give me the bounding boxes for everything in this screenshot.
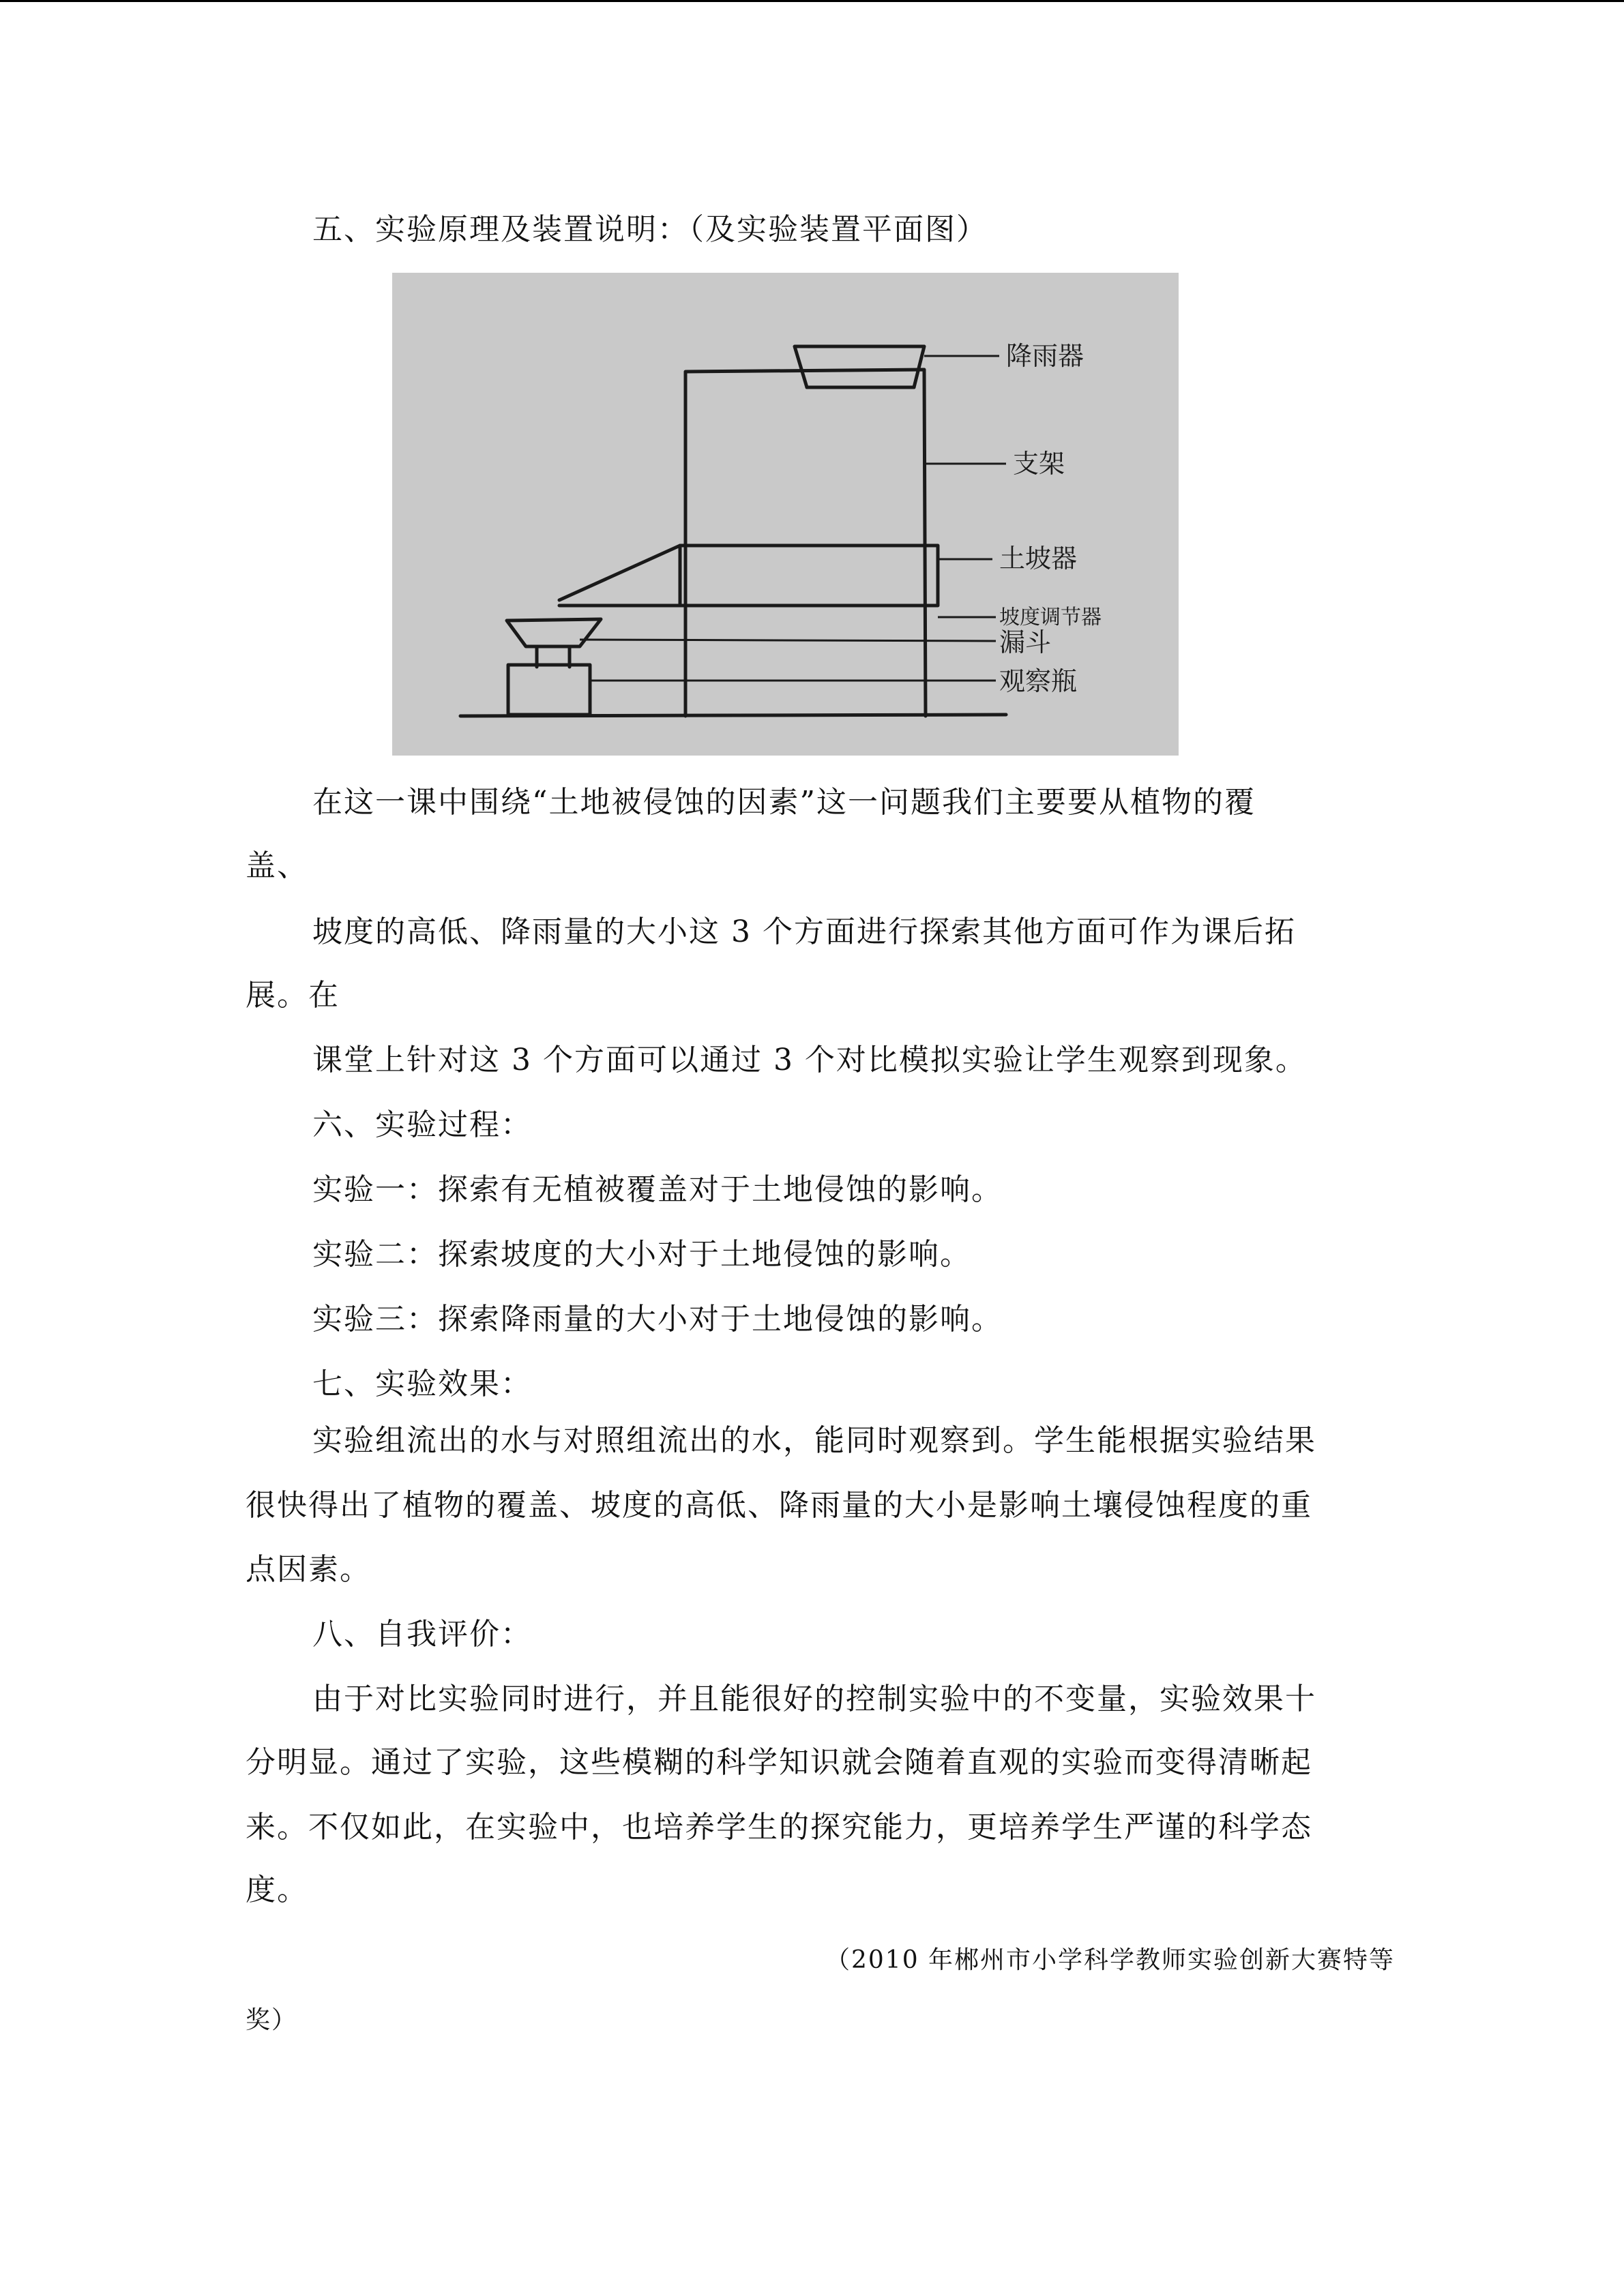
award-note-end: 奖） bbox=[246, 2006, 298, 2034]
award-note: （2010 年郴州市小学科学教师实验创新大赛特等 bbox=[825, 1946, 1396, 1974]
apparatus-drawing bbox=[392, 273, 1179, 756]
section5-heading: 五、实验原理及装置说明：（及实验装置平面图） bbox=[312, 212, 988, 247]
label-rain-device: 降雨器 bbox=[1006, 341, 1084, 371]
evaluation-line: 分明显。通过了实验，这些模糊的科学知识就会随着直观的实验而变得清晰起 bbox=[246, 1745, 1312, 1780]
evaluation-line: 来。不仅如此，在实验中，也培养学生的探究能力，更培养学生严谨的科学态 bbox=[246, 1810, 1312, 1845]
rain-device bbox=[795, 346, 924, 387]
paragraph-line: 盖、 bbox=[246, 848, 308, 883]
section7-heading: 七、实验效果： bbox=[312, 1367, 532, 1401]
ground-line bbox=[460, 715, 1006, 716]
experiment-item: 实验一：探索有无植被覆盖对于土地侵蚀的影响。 bbox=[312, 1172, 1003, 1207]
paragraph-line: 在这一课中围绕“土地被侵蚀的因素”这一问题我们主要要从植物的覆 bbox=[312, 785, 1256, 820]
bottle bbox=[508, 665, 590, 715]
apparatus-figure bbox=[392, 273, 1179, 756]
evaluation-line: 度。 bbox=[246, 1873, 308, 1907]
label-collect-bottle: 观察瓶 bbox=[999, 666, 1078, 696]
effect-line: 很快得出了植物的覆盖、坡度的高低、降雨量的大小是影响土壤侵蚀程度的重 bbox=[246, 1488, 1312, 1523]
section6-heading: 六、实验过程： bbox=[312, 1107, 532, 1142]
top-border bbox=[0, 0, 1624, 2]
experiment-item: 实验三：探索降雨量的大小对于土地侵蚀的影响。 bbox=[312, 1302, 1003, 1337]
label-slope-adjuster: 坡度调节器 bbox=[999, 606, 1102, 629]
label-funnel: 漏斗 bbox=[999, 627, 1052, 657]
effect-line: 点因素。 bbox=[246, 1552, 371, 1587]
label-soil-slope: 土坡器 bbox=[999, 543, 1078, 573]
funnel bbox=[507, 619, 601, 646]
experiment-item: 实验二：探索坡度的大小对于土地侵蚀的影响。 bbox=[312, 1237, 971, 1272]
effect-line: 实验组流出的水与对照组流出的水，能同时观察到。学生能根据实验结果 bbox=[312, 1423, 1316, 1458]
paragraph-line: 课堂上针对这 3 个方面可以通过 3 个对比模拟实验让学生观察到现象。 bbox=[312, 1043, 1307, 1077]
section8-heading: 八、自我评价： bbox=[312, 1617, 532, 1652]
paragraph-line: 坡度的高低、降雨量的大小这 3 个方面进行探索其他方面可作为课后拓 bbox=[312, 914, 1296, 949]
evaluation-line: 由于对比实验同时进行，并且能很好的控制实验中的不变量，实验效果十 bbox=[312, 1682, 1316, 1716]
stand-frame bbox=[685, 370, 926, 716]
soil-slope bbox=[559, 546, 938, 606]
paragraph-line: 展。在 bbox=[246, 978, 340, 1013]
label-stand: 支架 bbox=[1013, 449, 1065, 479]
